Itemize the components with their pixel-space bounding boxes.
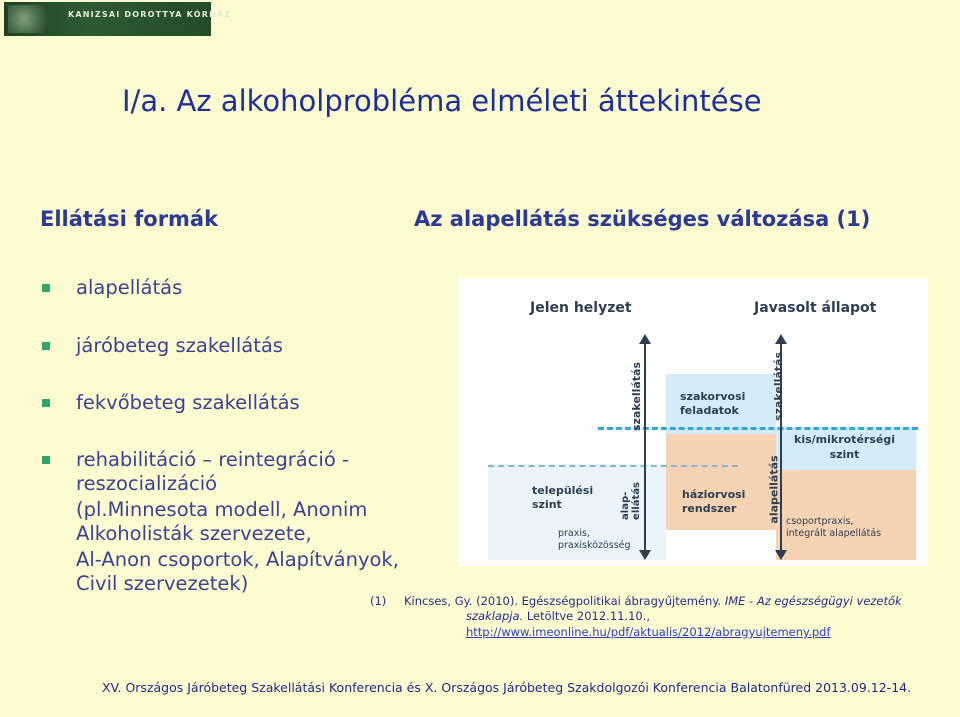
left-heading: Ellátási formák: [40, 207, 219, 231]
bullet-text: járóbeteg szakellátás: [76, 334, 283, 357]
csoport-band: [776, 470, 916, 560]
hospital-logo-text: KANIZSAI DOROTTYA KÓRHÁZ: [68, 10, 232, 19]
jelen-helyzet-label: Jelen helyzet: [530, 300, 632, 316]
citation-line-1: [404, 594, 902, 609]
footer-conference-text: XV. Országos Járóbeteg Szakellátási Konferencia és X. Országos Járóbeteg Szakdolgozói Konferencia Balatonfüred 2013.09.12-14.: [102, 680, 912, 695]
alapellatas-right-label: alapellátás: [767, 455, 781, 524]
bullet-square-icon: [42, 456, 50, 464]
citation-journal: IME - Az egészségügyi vezetők: [724, 594, 902, 608]
bullet-continuation: reszocializáció: [76, 472, 218, 495]
arrow-up-icon: [775, 334, 787, 344]
hospital-logo-banner: [4, 2, 232, 36]
praxis-label: praxis, praxisközösség: [558, 528, 631, 551]
slide-title: I/a. Az alkoholprobléma elméleti áttekintése: [122, 84, 762, 118]
arrow-left-line: [644, 340, 646, 558]
citation-line-3: [466, 625, 831, 640]
bullet-continuation: Al-Anon csoportok, Alapítványok,: [76, 548, 399, 571]
javasolt-allapot-label: Javasolt állapot: [754, 300, 877, 316]
citation-journal-cont: szaklapja.: [466, 609, 524, 623]
citation-line-2: [466, 609, 650, 624]
dashed-line-upper: [598, 427, 918, 430]
bullet-square-icon: [42, 284, 50, 292]
szakellatas-left-label: szakellátás: [630, 361, 644, 432]
bullet-square-icon: [42, 399, 50, 407]
dashed-line-lower: [488, 465, 738, 467]
citation-retrieved: Letöltve 2012.11.10.,: [523, 609, 651, 623]
arrow-down-icon: [639, 550, 651, 560]
citation-source: Kincses, Gy. (2010). Egészségpolitikai ábragyűjtemény.: [404, 594, 725, 608]
bullet-continuation: Civil szervezetek): [76, 572, 249, 595]
bullet-text: rehabilitáció – reintegráció -: [76, 448, 349, 471]
arrow-up-icon: [639, 334, 651, 344]
care-level-diagram: [458, 278, 928, 566]
bullet-text: alapellátás: [76, 276, 183, 299]
bullet-square-icon: [42, 342, 50, 350]
kis-mikroterszegi-label: kis/mikrotérségi szint: [794, 433, 895, 461]
telepulesi-szint-label: települési szint: [532, 484, 594, 511]
csoportpraxis-label: csoportpraxis, integrált alapellátás: [786, 516, 882, 539]
citation-link[interactable]: http://www.imeonline.hu/pdf/aktualis/2012/abragyujtemeny.pdf: [466, 625, 831, 639]
bullet-continuation: (pl.Minnesota modell, Anonim: [76, 498, 368, 521]
arrow-down-icon: [775, 550, 787, 560]
hospital-emblem-icon: [8, 5, 48, 33]
right-heading: Az alapellátás szükséges változása (1): [414, 207, 871, 231]
haziorvosi-rendszer-label: háziorvosi rendszer: [682, 488, 746, 515]
alapellatas-left-label: alap- ellátás: [619, 482, 642, 520]
bullet-text: fekvőbeteg szakellátás: [76, 391, 300, 414]
bullet-continuation: Alkoholisták szervezete,: [76, 522, 312, 545]
citation-number: (1): [370, 594, 387, 608]
szakorvosi-feladatok-label: szakorvosi feladatok: [680, 390, 746, 417]
szakellatas-right-label: szakellátás: [772, 351, 786, 422]
